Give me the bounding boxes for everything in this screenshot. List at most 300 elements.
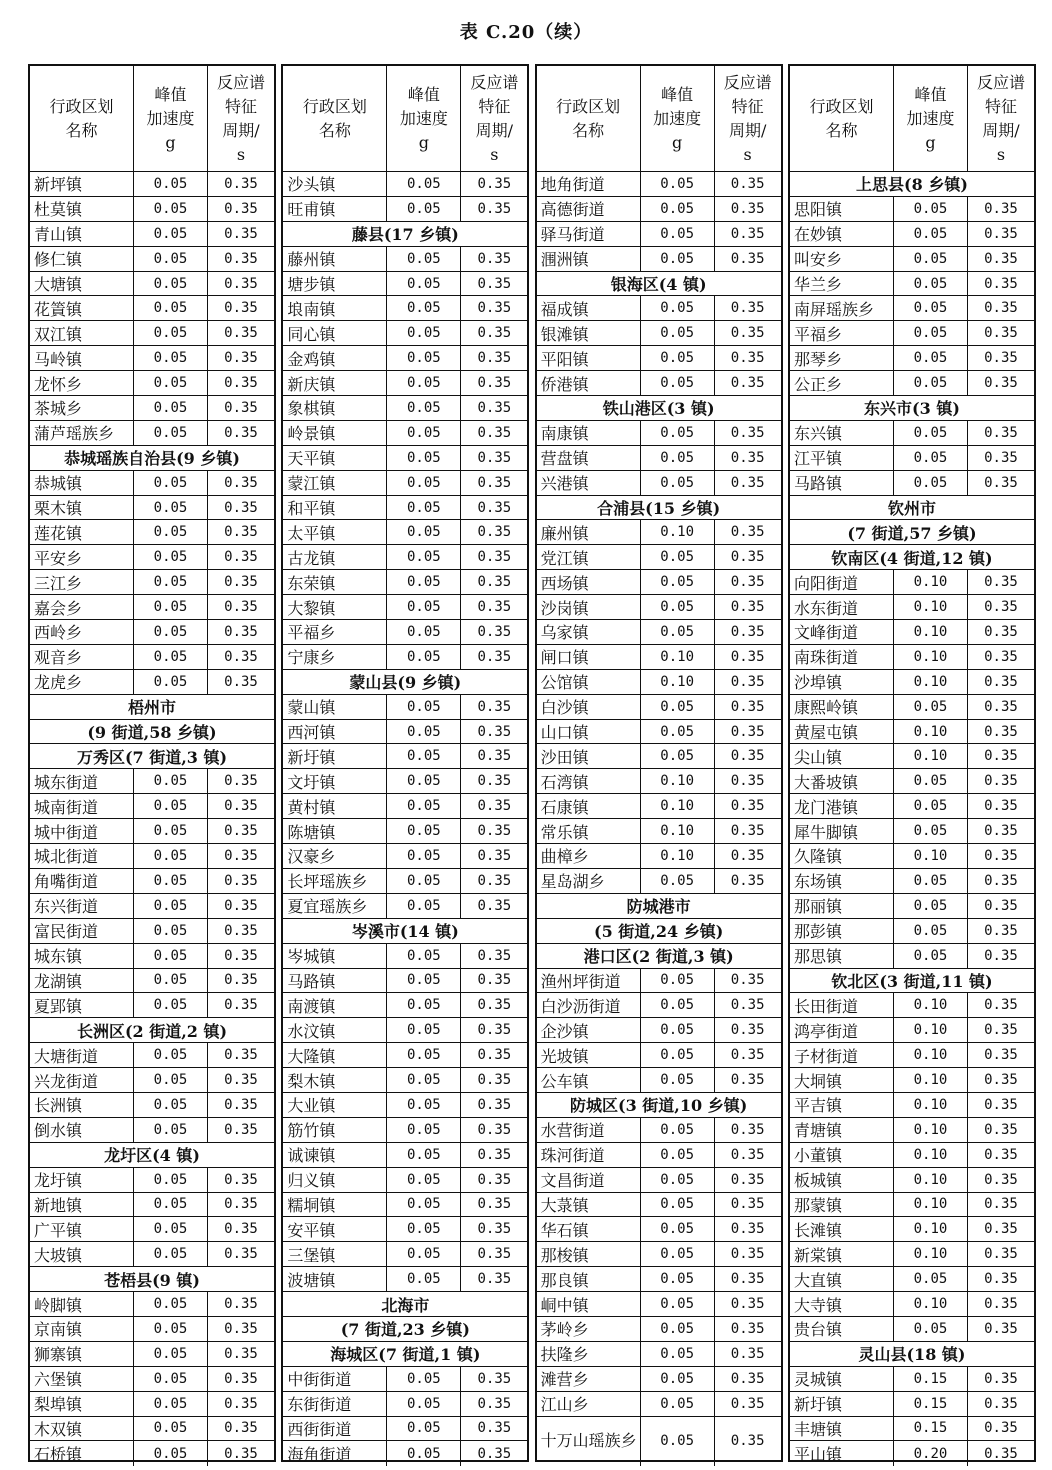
peak-acceleration: 0.05 <box>387 1068 461 1092</box>
table-row <box>283 1441 527 1466</box>
region-name: 恭城镇 <box>30 471 134 495</box>
peak-acceleration: 0.05 <box>641 1267 715 1291</box>
peak-acceleration: 0.05 <box>387 1168 461 1192</box>
table-row <box>283 321 527 346</box>
table-row <box>283 869 527 894</box>
spectrum-period: 0.35 <box>984 1196 1018 1213</box>
spectrum-period: 0.35 <box>730 648 765 665</box>
region-name: 石康镇 <box>537 794 641 818</box>
group-heading: 防城区(3 街道,10 乡镇) <box>537 1093 781 1118</box>
spectrum-period: 0.35 <box>224 1072 258 1088</box>
region-name: 栗木镇 <box>30 496 134 520</box>
region-name: 南珠街道 <box>790 645 894 669</box>
spectrum-period: 0.35 <box>224 947 258 964</box>
peak-acceleration: 0.05 <box>387 396 461 420</box>
region-name: 水东街道 <box>790 595 894 619</box>
spectrum-period: 0.35 <box>224 474 258 491</box>
peak-acceleration: 0.05 <box>641 1342 715 1366</box>
spectrum-period: 0.35 <box>224 1246 258 1263</box>
table-row <box>283 969 527 994</box>
peak-acceleration: 0.10 <box>894 645 968 669</box>
peak-acceleration: 0.05 <box>387 1417 461 1441</box>
region-name: 黄村镇 <box>283 794 387 818</box>
spectrum-period: 0.35 <box>730 1433 765 1450</box>
table-row <box>790 794 1034 819</box>
region-name: 企沙镇 <box>537 1018 641 1042</box>
peak-acceleration: 0.05 <box>641 570 715 594</box>
spectrum-period: 0.35 <box>477 972 512 989</box>
peak-acceleration: 0.10 <box>894 1168 968 1192</box>
spectrum-period: 0.35 <box>224 1345 258 1362</box>
spectrum-period: 0.35 <box>224 399 258 416</box>
header-name: 行政区划 名称 <box>283 66 387 171</box>
peak-acceleration: 0.05 <box>387 819 461 843</box>
spectrum-period: 0.35 <box>984 1370 1018 1387</box>
region-name: 西河镇 <box>283 720 387 744</box>
spectrum-period: 0.35 <box>730 673 765 690</box>
region-name: 西街街道 <box>283 1417 387 1441</box>
peak-acceleration: 0.05 <box>387 620 461 644</box>
table-row <box>790 296 1034 321</box>
spectrum-period: 0.35 <box>984 623 1018 640</box>
region-name: 那良镇 <box>537 1267 641 1291</box>
peak-acceleration: 0.05 <box>894 247 968 271</box>
table-row <box>790 1093 1034 1118</box>
spectrum-period: 0.35 <box>477 200 512 217</box>
spectrum-period: 0.35 <box>984 1246 1018 1263</box>
table-row <box>537 296 781 321</box>
table-row <box>30 1043 274 1068</box>
peak-acceleration: 0.05 <box>134 869 208 893</box>
table-row <box>283 1143 527 1168</box>
table-row <box>790 1367 1034 1392</box>
peak-acceleration: 0.10 <box>641 794 715 818</box>
table-row <box>537 545 781 570</box>
spectrum-period: 0.35 <box>984 350 1018 367</box>
peak-acceleration: 0.05 <box>387 446 461 470</box>
peak-acceleration: 0.05 <box>387 545 461 569</box>
peak-acceleration: 0.05 <box>641 471 715 495</box>
spectrum-period: 0.35 <box>224 623 258 640</box>
spectrum-period: 0.35 <box>477 847 512 864</box>
peak-acceleration: 0.05 <box>641 620 715 644</box>
table-row <box>283 1043 527 1068</box>
table-header <box>283 66 527 172</box>
header-period: 反应谱 特征 周期/ s <box>216 72 265 164</box>
table-row <box>790 993 1034 1018</box>
region-name: 水营街道 <box>537 1118 641 1142</box>
table-row <box>537 670 781 695</box>
peak-acceleration: 0.05 <box>894 421 968 445</box>
peak-acceleration: 0.05 <box>387 1118 461 1142</box>
table-row <box>30 894 274 919</box>
spectrum-period: 0.35 <box>224 897 258 914</box>
spectrum-period: 0.35 <box>730 748 765 765</box>
spectrum-period: 0.35 <box>477 773 512 790</box>
spectrum-period: 0.35 <box>224 798 258 815</box>
table-row <box>30 296 274 321</box>
table-row <box>537 1242 781 1267</box>
peak-acceleration: 0.05 <box>134 620 208 644</box>
peak-acceleration: 0.10 <box>641 769 715 793</box>
spectrum-period: 0.35 <box>730 723 765 740</box>
header-accel: 峰值 加速度 g <box>641 66 715 171</box>
region-name: 兴龙街道 <box>30 1068 134 1092</box>
region-name: 康熙岭镇 <box>790 695 894 719</box>
region-name: 城东街道 <box>30 769 134 793</box>
peak-acceleration: 0.05 <box>387 197 461 221</box>
peak-acceleration: 0.05 <box>641 1217 715 1241</box>
peak-acceleration: 0.05 <box>894 346 968 370</box>
region-name: 那丽镇 <box>790 894 894 918</box>
table-row <box>283 496 527 521</box>
table-row <box>537 695 781 720</box>
region-name: 板城镇 <box>790 1168 894 1192</box>
table-row <box>790 944 1034 969</box>
region-name: 江平镇 <box>790 446 894 470</box>
region-name: 宁康乡 <box>283 645 387 669</box>
spectrum-period: 0.35 <box>984 1047 1018 1064</box>
peak-acceleration: 0.05 <box>387 272 461 296</box>
region-name: 那思镇 <box>790 944 894 968</box>
table-row <box>30 272 274 297</box>
spectrum-period: 0.35 <box>730 424 765 441</box>
table-row <box>30 645 274 670</box>
peak-acceleration: 0.05 <box>641 446 715 470</box>
region-name: 大坡镇 <box>30 1242 134 1266</box>
region-name: 平吉镇 <box>790 1093 894 1117</box>
spectrum-period: 0.35 <box>224 648 258 665</box>
spectrum-period: 0.35 <box>477 748 512 765</box>
table-row <box>537 1342 781 1367</box>
table-row <box>790 247 1034 272</box>
region-name: 渔州坪街道 <box>537 969 641 993</box>
peak-acceleration: 0.05 <box>134 1441 208 1466</box>
table-row <box>790 1043 1034 1068</box>
table-row <box>790 894 1034 919</box>
spectrum-period: 0.35 <box>730 823 765 840</box>
table-row <box>30 993 274 1018</box>
spectrum-period: 0.35 <box>730 350 765 367</box>
peak-acceleration: 0.10 <box>894 1018 968 1042</box>
region-name: 青山镇 <box>30 222 134 246</box>
region-name: 那琴乡 <box>790 346 894 370</box>
spectrum-period: 0.35 <box>984 1171 1018 1188</box>
peak-acceleration: 0.05 <box>894 894 968 918</box>
peak-acceleration: 0.05 <box>641 222 715 246</box>
header-name: 行政区划 名称 <box>537 66 641 171</box>
peak-acceleration: 0.05 <box>134 1068 208 1092</box>
spectrum-period: 0.35 <box>224 424 258 441</box>
peak-acceleration: 0.05 <box>641 1417 715 1467</box>
peak-acceleration: 0.05 <box>387 371 461 395</box>
region-name: 东兴街道 <box>30 894 134 918</box>
peak-acceleration: 0.10 <box>894 1143 968 1167</box>
spectrum-period: 0.35 <box>730 847 765 864</box>
peak-acceleration: 0.05 <box>894 222 968 246</box>
spectrum-period: 0.35 <box>984 1096 1018 1113</box>
table-row <box>30 520 274 545</box>
spectrum-period: 0.35 <box>477 599 512 616</box>
table-row <box>790 321 1034 346</box>
region-name: 狮寨镇 <box>30 1342 134 1366</box>
peak-acceleration: 0.05 <box>387 1267 461 1291</box>
spectrum-period: 0.35 <box>224 275 258 292</box>
spectrum-period: 0.35 <box>730 549 765 566</box>
table-column <box>281 64 529 1465</box>
table-row <box>30 346 274 371</box>
region-name: 南康镇 <box>537 421 641 445</box>
spectrum-period: 0.35 <box>224 673 258 690</box>
peak-acceleration: 0.05 <box>134 595 208 619</box>
table-row <box>30 172 274 197</box>
table-row <box>283 819 527 844</box>
peak-acceleration: 0.05 <box>387 645 461 669</box>
region-name: 大塘镇 <box>30 272 134 296</box>
region-name: 银滩镇 <box>537 321 641 345</box>
region-name: 新地镇 <box>30 1193 134 1217</box>
peak-acceleration: 0.05 <box>134 1168 208 1192</box>
table-row <box>790 869 1034 894</box>
peak-acceleration: 0.05 <box>387 695 461 719</box>
peak-acceleration: 0.20 <box>894 1441 968 1466</box>
region-name: 修仁镇 <box>30 247 134 271</box>
spectrum-period: 0.35 <box>477 997 512 1014</box>
peak-acceleration: 0.05 <box>641 1193 715 1217</box>
peak-acceleration: 0.05 <box>134 769 208 793</box>
spectrum-period: 0.35 <box>477 275 512 292</box>
table-row <box>283 1242 527 1267</box>
table-row <box>537 1292 781 1317</box>
region-name: 那蒙镇 <box>790 1193 894 1217</box>
spectrum-period: 0.35 <box>984 748 1018 765</box>
table-row <box>283 197 527 222</box>
table-row <box>30 1342 274 1367</box>
table-row <box>283 1168 527 1193</box>
table-row <box>283 396 527 421</box>
table-row <box>283 1217 527 1242</box>
peak-acceleration: 0.05 <box>134 222 208 246</box>
region-name: 波塘镇 <box>283 1267 387 1291</box>
region-name: 平福乡 <box>283 620 387 644</box>
spectrum-period: 0.35 <box>730 1146 765 1163</box>
region-name: 沙头镇 <box>283 172 387 196</box>
table-row <box>790 1267 1034 1292</box>
spectrum-period: 0.35 <box>477 1146 512 1163</box>
spectrum-period: 0.35 <box>477 1072 512 1088</box>
table-row <box>30 1242 274 1267</box>
peak-acceleration: 0.05 <box>134 969 208 993</box>
region-name: 丰塘镇 <box>790 1417 894 1441</box>
table-row <box>790 695 1034 720</box>
region-name: 叫安乡 <box>790 247 894 271</box>
spectrum-period: 0.35 <box>984 1395 1018 1412</box>
region-name: 光坡镇 <box>537 1043 641 1067</box>
table-row <box>283 720 527 745</box>
spectrum-period: 0.35 <box>984 474 1018 491</box>
table-row <box>30 1317 274 1342</box>
peak-acceleration: 0.05 <box>641 1392 715 1416</box>
spectrum-period: 0.35 <box>477 648 512 665</box>
region-name: 新坪镇 <box>30 172 134 196</box>
table-row <box>537 769 781 794</box>
region-name: 西场镇 <box>537 570 641 594</box>
spectrum-period: 0.35 <box>477 350 512 367</box>
spectrum-period: 0.35 <box>477 1445 512 1462</box>
region-name: 白沙镇 <box>537 695 641 719</box>
table-row <box>283 247 527 272</box>
spectrum-period: 0.35 <box>224 823 258 840</box>
region-name: 京南镇 <box>30 1317 134 1341</box>
table-row <box>283 296 527 321</box>
region-name: 珠河街道 <box>537 1143 641 1167</box>
spectrum-period: 0.35 <box>477 1221 512 1238</box>
region-name: 新圩镇 <box>790 1392 894 1416</box>
region-name: 那彭镇 <box>790 919 894 943</box>
peak-acceleration: 0.05 <box>387 1392 461 1416</box>
region-name: 和平镇 <box>283 496 387 520</box>
table-row <box>537 1317 781 1342</box>
table-row <box>30 471 274 496</box>
spectrum-period: 0.35 <box>477 1121 512 1138</box>
table-row <box>537 744 781 769</box>
spectrum-period: 0.35 <box>984 1072 1018 1088</box>
spectrum-period: 0.35 <box>984 250 1018 267</box>
peak-acceleration: 0.05 <box>134 1242 208 1266</box>
region-name: 长坪瑶族乡 <box>283 869 387 893</box>
peak-acceleration: 0.05 <box>894 321 968 345</box>
spectrum-period: 0.35 <box>984 1221 1018 1238</box>
table-row <box>790 272 1034 297</box>
spectrum-period: 0.35 <box>224 1171 258 1188</box>
spectrum-period: 0.35 <box>477 1271 512 1288</box>
table-row <box>283 421 527 446</box>
region-name: 江山乡 <box>537 1392 641 1416</box>
header-name: 行政区划 名称 <box>790 66 894 171</box>
spectrum-period: 0.35 <box>224 599 258 616</box>
table-row <box>283 1018 527 1043</box>
group-heading: 钦州市 <box>790 496 1034 521</box>
region-name: 高德街道 <box>537 197 641 221</box>
region-name: 岭景镇 <box>283 421 387 445</box>
peak-acceleration: 0.05 <box>894 1317 968 1341</box>
region-name: 归义镇 <box>283 1168 387 1192</box>
peak-acceleration: 0.05 <box>387 247 461 271</box>
region-name: 蒲芦瑶族乡 <box>30 421 134 445</box>
peak-acceleration: 0.05 <box>894 819 968 843</box>
table-row <box>283 1417 527 1442</box>
peak-acceleration: 0.05 <box>134 894 208 918</box>
table-row <box>537 645 781 670</box>
region-name: 华石镇 <box>537 1217 641 1241</box>
spectrum-period: 0.35 <box>984 773 1018 790</box>
table-row <box>537 446 781 471</box>
region-name: 兴港镇 <box>537 471 641 495</box>
spectrum-period: 0.35 <box>477 798 512 815</box>
table-row <box>790 570 1034 595</box>
group-heading: 铁山港区(3 镇) <box>537 396 781 421</box>
peak-acceleration: 0.05 <box>387 346 461 370</box>
group-heading: (7 街道,23 乡镇) <box>283 1317 527 1342</box>
table-row <box>790 819 1034 844</box>
spectrum-period: 0.35 <box>984 225 1018 242</box>
peak-acceleration: 0.05 <box>134 1342 208 1366</box>
peak-acceleration: 0.15 <box>894 1392 968 1416</box>
peak-acceleration: 0.05 <box>641 197 715 221</box>
region-name: 海角街道 <box>283 1441 387 1466</box>
peak-acceleration: 0.05 <box>894 296 968 320</box>
region-name: 大塘街道 <box>30 1043 134 1067</box>
region-name: 营盘镇 <box>537 446 641 470</box>
spectrum-period: 0.35 <box>224 524 258 541</box>
group-heading: 港口区(2 街道,3 镇) <box>537 944 781 969</box>
peak-acceleration: 0.05 <box>387 1143 461 1167</box>
table-row <box>537 844 781 869</box>
region-name: 金鸡镇 <box>283 346 387 370</box>
spectrum-period: 0.35 <box>224 972 258 989</box>
table-row <box>790 346 1034 371</box>
spectrum-period: 0.35 <box>984 1445 1018 1462</box>
peak-acceleration: 0.10 <box>641 819 715 843</box>
peak-acceleration: 0.05 <box>134 1367 208 1391</box>
peak-acceleration: 0.10 <box>894 595 968 619</box>
region-name: 山口镇 <box>537 720 641 744</box>
spectrum-period: 0.35 <box>730 1196 765 1213</box>
table-row <box>790 1018 1034 1043</box>
region-name: 长滩镇 <box>790 1217 894 1241</box>
peak-acceleration: 0.05 <box>894 695 968 719</box>
table-row <box>30 321 274 346</box>
spectrum-period: 0.35 <box>224 1121 258 1138</box>
region-name: 汉豪乡 <box>283 844 387 868</box>
table-row <box>790 446 1034 471</box>
peak-acceleration: 0.05 <box>641 695 715 719</box>
region-name: 梨埠镇 <box>30 1392 134 1416</box>
region-name: 星岛湖乡 <box>537 869 641 893</box>
table-row <box>30 1367 274 1392</box>
region-name: 乌家镇 <box>537 620 641 644</box>
table-row <box>537 1417 781 1467</box>
table-row <box>283 620 527 645</box>
region-name: 久隆镇 <box>790 844 894 868</box>
peak-acceleration: 0.05 <box>387 570 461 594</box>
table-row <box>537 172 781 197</box>
table-row <box>30 670 274 695</box>
peak-acceleration: 0.05 <box>387 969 461 993</box>
region-name: 南渡镇 <box>283 993 387 1017</box>
region-name: 茶城乡 <box>30 396 134 420</box>
peak-acceleration: 0.10 <box>641 670 715 694</box>
region-name: 新庆镇 <box>283 371 387 395</box>
header-period: 反应谱 特征 周期/ s <box>976 72 1025 164</box>
group-heading: 龙圩区(4 镇) <box>30 1143 274 1168</box>
region-name: 嘉会乡 <box>30 595 134 619</box>
peak-acceleration: 0.10 <box>894 720 968 744</box>
peak-acceleration: 0.05 <box>894 769 968 793</box>
table-row <box>283 1392 527 1417</box>
region-name: 公车镇 <box>537 1068 641 1092</box>
peak-acceleration: 0.05 <box>641 1317 715 1341</box>
group-heading: 合浦县(15 乡镇) <box>537 496 781 521</box>
region-name: 中街街道 <box>283 1367 387 1391</box>
spectrum-period: 0.35 <box>984 574 1018 591</box>
region-name: 龙圩镇 <box>30 1168 134 1192</box>
region-name: 莲花镇 <box>30 520 134 544</box>
peak-acceleration: 0.05 <box>387 1217 461 1241</box>
region-name: 公馆镇 <box>537 670 641 694</box>
region-name: 沙埠镇 <box>790 670 894 694</box>
peak-acceleration: 0.05 <box>134 645 208 669</box>
